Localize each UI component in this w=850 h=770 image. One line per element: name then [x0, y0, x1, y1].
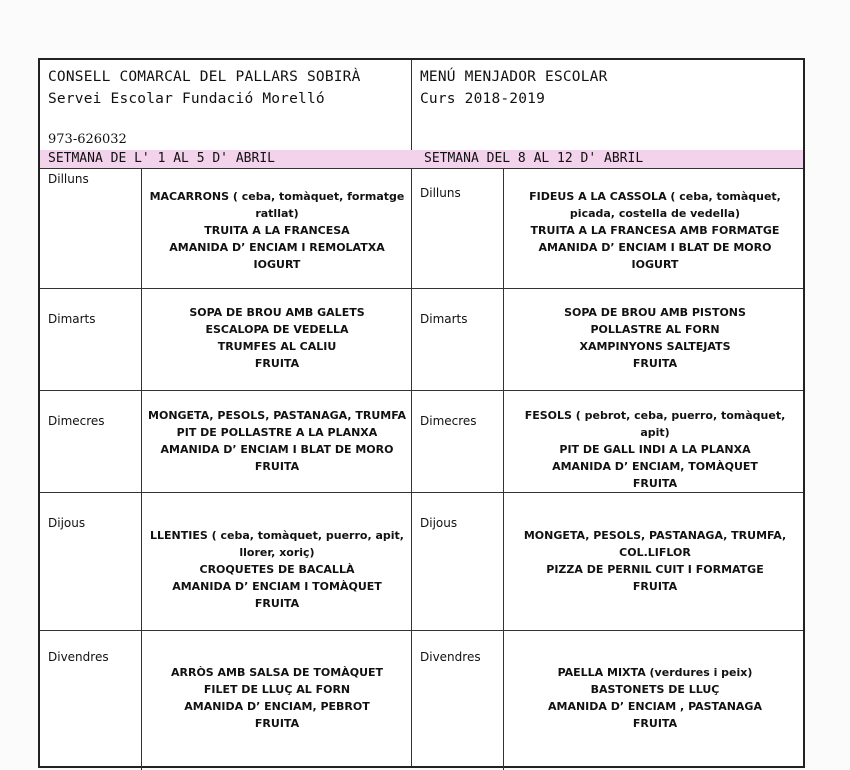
dish-line: IOGURT	[253, 258, 301, 271]
dish-line: LLENTIES ( ceba, tomàquet, puerro, apit, llorer, xoriç)	[150, 529, 404, 559]
dish-line: XAMPINYONS SALTEJATS	[579, 340, 731, 353]
col-divider-1	[141, 288, 142, 390]
col-divider-1	[141, 168, 142, 288]
dish-line: AMANIDA D’ ENCIAM I TOMÀQUET	[172, 580, 382, 593]
day-label-week1: Dijous	[48, 516, 86, 530]
dish-line: FRUITA	[254, 717, 300, 730]
col-divider-2	[503, 288, 504, 390]
dish-line: AMANIDA D’ ENCIAM , PASTANAGA	[548, 700, 762, 713]
col-divider-2	[503, 390, 504, 492]
dish-line: AMANIDA D’ ENCIAM I BLAT DE MORO	[538, 241, 772, 254]
week-bar	[40, 150, 803, 169]
dish-line: MACARRONS ( ceba, tomàquet, formatge ratllat)	[149, 190, 405, 220]
header-right	[420, 66, 800, 110]
menu-sheet	[38, 58, 805, 768]
school-year: Curs 2018-2019	[420, 91, 546, 107]
dish-line: FRUITA	[254, 357, 300, 370]
day-label-week2: Divendres	[420, 650, 481, 664]
meal-week2	[510, 527, 800, 595]
meal-week2	[510, 304, 800, 372]
col-divider-2	[503, 492, 504, 630]
day-label-week2: Dijous	[420, 516, 458, 530]
day-label-week1: Dimecres	[48, 414, 105, 428]
dish-line: SOPA DE BROU AMB GALETS	[189, 306, 365, 319]
dish-line: TRUITA A LA FRANCESA	[204, 224, 350, 237]
dish-line: PAELLA MIXTA (verdures i peix)	[557, 666, 753, 679]
day-row	[40, 288, 803, 391]
day-label-week1: Dimarts	[48, 312, 96, 326]
day-row	[40, 390, 803, 493]
dish-line: BASTONETS DE LLUÇ	[590, 683, 720, 696]
day-row	[40, 492, 803, 631]
col-divider-1	[141, 390, 142, 492]
dish-line: FESOLS ( pebrot, ceba, puerro, tomàquet, apit)	[524, 409, 786, 439]
meal-week2	[510, 188, 800, 273]
dish-line: PIT DE POLLASTRE A LA PLANXA	[176, 426, 378, 439]
dish-line: IOGURT	[631, 258, 679, 271]
meal-week1	[148, 188, 406, 273]
week2-label: SETMANA DEL 8 AL 12 D' ABRIL	[424, 151, 644, 166]
week1-label: SETMANA DE L' 1 AL 5 D' ABRIL	[48, 151, 275, 166]
day-row	[40, 168, 803, 289]
dish-line: POLLASTRE AL FORN	[590, 323, 720, 336]
phone-number: 973-626032	[48, 132, 127, 147]
menu-title: MENÚ MENJADOR ESCOLAR	[420, 69, 608, 85]
school-service: Servei Escolar Fundació Morelló	[48, 91, 325, 107]
dish-line: PIT DE GALL INDI A LA PLANXA	[559, 443, 751, 456]
dish-line: FRUITA	[632, 357, 678, 370]
col-divider-1	[141, 630, 142, 770]
dish-line: FRUITA	[632, 717, 678, 730]
dish-line: AMANIDA D’ ENCIAM I REMOLATXA	[169, 241, 385, 254]
dish-line: ESCALOPA DE VEDELLA	[205, 323, 349, 336]
meal-week1	[148, 304, 406, 372]
dish-line: SOPA DE BROU AMB PISTONS	[564, 306, 746, 319]
dish-line: FRUITA	[632, 477, 678, 490]
dish-line: AMANIDA D’ ENCIAM, PEBROT	[184, 700, 370, 713]
council-name: CONSELL COMARCAL DEL PALLARS SOBIRÀ	[48, 69, 361, 85]
header-left	[48, 66, 408, 110]
dish-line: FILET DE LLUÇ AL FORN	[203, 683, 351, 696]
dish-line: MONGETA, PESOLS, PASTANAGA, TRUMFA, COL.LIFLOR	[523, 529, 787, 559]
dish-line: FRUITA	[254, 597, 300, 610]
dish-line: FRUITA	[254, 460, 300, 473]
dish-line: ARRÒS AMB SALSA DE TOMÀQUET	[170, 666, 384, 679]
day-row	[40, 630, 803, 770]
meal-week1	[148, 664, 406, 732]
dish-line: TRUMFES AL CALIU	[217, 340, 337, 353]
dish-line: PIZZA DE PERNIL CUIT I FORMATGE	[546, 563, 764, 576]
dish-line: FIDEUS A LA CASSOLA ( ceba, tomàquet, picada, costella de vedella)	[529, 190, 781, 220]
day-label-week1: Dilluns	[48, 172, 89, 186]
meal-week1	[148, 527, 406, 612]
dish-line: AMANIDA D’ ENCIAM, TOMÀQUET	[552, 460, 758, 473]
day-label-week2: Dimecres	[420, 414, 477, 428]
dish-line: CROQUETES DE BACALLÀ	[199, 563, 355, 576]
dish-line: TRUITA A LA FRANCESA AMB FORMATGE	[530, 224, 780, 237]
meal-week2	[510, 407, 800, 492]
col-divider-2	[503, 168, 504, 288]
col-divider-2	[503, 630, 504, 770]
day-label-week2: Dimarts	[420, 312, 468, 326]
day-label-week1: Divendres	[48, 650, 109, 664]
dish-line: AMANIDA D’ ENCIAM I BLAT DE MORO	[160, 443, 394, 456]
header	[40, 60, 803, 151]
col-divider-1	[141, 492, 142, 630]
dish-line: FRUITA	[632, 580, 678, 593]
meal-week1	[148, 407, 406, 475]
dish-line: MONGETA, PESOLS, PASTANAGA, TRUMFA	[148, 409, 406, 422]
meal-week2	[510, 664, 800, 732]
day-label-week2: Dilluns	[420, 186, 461, 200]
